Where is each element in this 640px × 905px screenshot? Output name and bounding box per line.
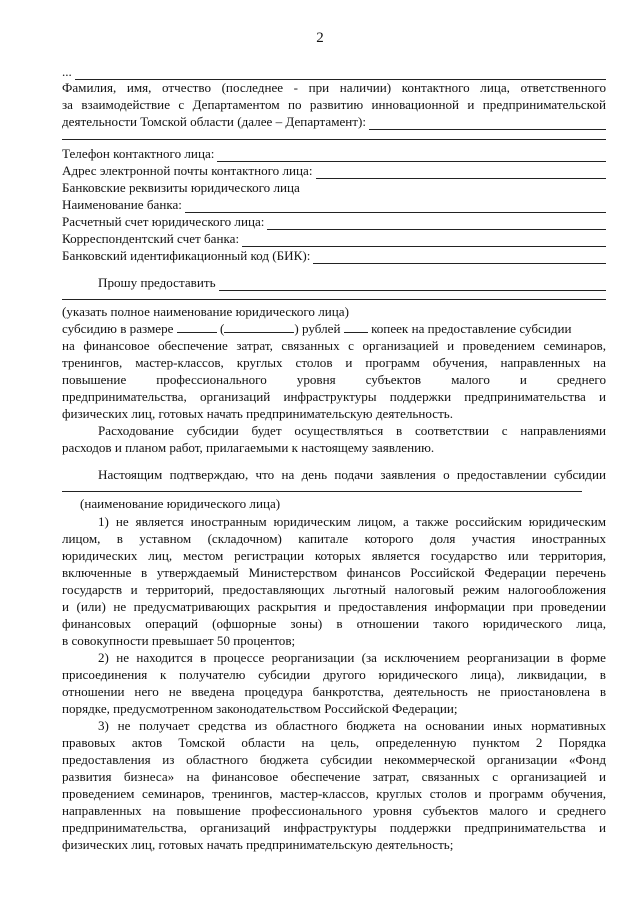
entity-name-field[interactable] [62,491,582,492]
bank-name-label: Наименование банка: [62,197,182,212]
amount-digits-field[interactable] [177,320,217,333]
contact-label: деятельности Томской области (далее – Департамент): [62,114,367,129]
bik-row [62,247,606,264]
request-line-3: тренингов, мастер-классов, круглых столов и программ обучения, направленных на [62,355,606,370]
corr-label: Корреспондентский счет банка: [62,231,240,246]
rubles-label: ) рублей [294,321,341,336]
contact-line-2: за взаимодействие с Департаментом по развитию инновационной и предпринимательской [62,97,606,112]
item1-line-4: включенные в утверждаемый Министерством финансов Российской Федерации перечень [62,565,606,580]
settlement-row [62,213,606,230]
kopecks-label: копеек на предоставление субсидии [371,321,572,336]
confirm-line-1: Настоящим подтверждаю, что на день подачи заявления о предоставлении субсидии [98,467,606,482]
subsidy-amount-line [62,320,606,337]
subsidy-label: субсидию в размере [62,321,174,336]
email-row [62,162,606,179]
contact-name-field[interactable] [369,117,606,130]
ellipsis-line [62,63,606,80]
item1-line-6: и (или) не предусматривающих раскрытия и предоставления информации при проведении [62,599,606,614]
item2-line-2: присоединения к получателю субсидии другого юридического лица), ликвидации, в [62,667,606,682]
corr-row [62,230,606,247]
item2-line-4: порядке, предусмотренном законодательством Российской Федерации; [62,701,458,716]
entity-name-hint: (наименование юридического лица) [80,496,281,511]
contact-line-1: Фамилия, имя, отчество (последнее - при наличии) контактного лица, ответственного [62,80,606,95]
corr-account-field[interactable] [242,234,606,247]
item1-line-7: финансовых операций (офшорные зоны) в отношении такого юридического лица, [62,616,606,631]
item3-line-3: предоставления из областного бюджета субсидии некоммерческой организации «Фонд [62,752,606,767]
item3-line-8: физических лиц, готовых начать предпринимательскую деятельность; [62,837,454,852]
item2-line-1: 2) не находится в процессе реорганизации (за исключением реорганизации в форме [98,650,606,665]
item3-line-2: правовых актов Томской области на цель, определенную пунктом 2 Порядка [62,735,606,750]
item1-line-1: 1) не является иностранным юридическим лицом, а также российским юридическим [98,514,606,529]
request-row [98,274,606,291]
item1-line-5: государств и территорий, предоставляющих льготный налоговый режим налогообложения [62,582,606,597]
legal-entity-field-2[interactable] [62,299,606,300]
phone-field[interactable] [217,149,606,162]
bik-label: Банковский идентификационный код (БИК): [62,248,311,263]
request-line-5: предпринимательства, организаций инфраструктуры поддержки предпринимательства и [62,389,606,404]
ellipsis: ... [62,64,72,79]
settlement-label: Расчетный счет юридического лица: [62,214,265,229]
item1-line-8: в совокупности превышает 50 процентов; [62,633,296,648]
contact-name-field-2[interactable] [62,139,606,140]
phone-label: Телефон контактного лица: [62,146,215,161]
page-number: 2 [316,30,324,46]
paren-open: ( [220,321,225,336]
contact-line-3 [62,113,606,130]
request-label: Прошу предоставить [98,275,216,290]
bank-details-heading: Банковские реквизиты юридического лица [62,180,300,195]
legal-entity-field[interactable] [219,278,606,291]
bik-field[interactable] [313,251,606,264]
request-line-6: физических лиц, готовых начать предпринимательскую деятельность. [62,406,454,421]
item2-line-3: отношении него не введена процедура банкротства, деятельность не приостановлена в [62,684,606,699]
item3-line-7: предпринимательства, организаций инфраструктуры поддержки предпринимательства и [62,820,606,835]
bank-name-row [62,196,606,213]
item3-line-4: развития бизнеса» на финансовое обеспечение затрат, связанных с организацией и [62,769,606,784]
bank-name-field[interactable] [185,200,606,213]
email-label: Адрес электронной почты контактного лица: [62,163,313,178]
amount-words-field[interactable] [224,320,294,333]
item3-line-1: 3) не получает средства из областного бюджета на основании иных нормативных [98,718,606,733]
legal-entity-hint: (указать полное наименование юридического лица) [62,304,349,319]
email-field[interactable] [316,166,607,179]
item1-line-3: юридических лиц, местом регистрации которых является государство или территория, [62,548,606,563]
kopecks-field[interactable] [344,320,368,333]
request-line-4: повышение профессионального уровня субъектов малого и среднего [62,372,606,387]
expense-line-2: расходов и планом работ, прилагаемыми к настоящему заявлению. [62,440,435,455]
item1-line-2: лицом, в уставном (складочном) капитале которого доля участия иностранных [62,531,606,546]
item3-line-5: проведением семинаров, тренингов, мастер-классов, круглых столов и программ обучения, [62,786,606,801]
phone-row [62,145,606,162]
expense-line-1: Расходование субсидии будет осуществляться в соответствии с направлениями [98,423,606,438]
settlement-account-field[interactable] [267,217,606,230]
request-line-2: на финансовое обеспечение затрат, связанных с организацией и проведением семинаров, [62,338,606,353]
item3-line-6: направленных на повышение профессионального уровня субъектов малого и среднего [62,803,606,818]
